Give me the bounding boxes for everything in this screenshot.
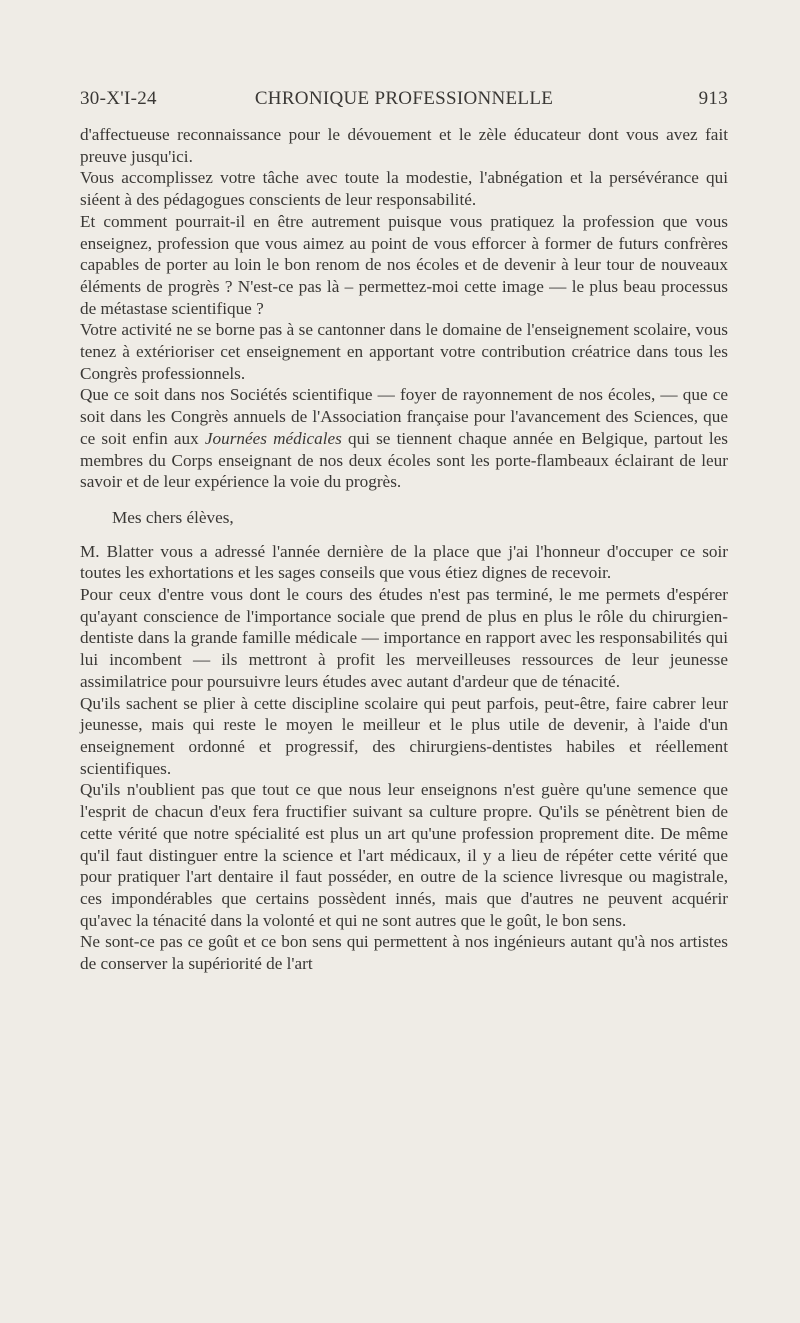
paragraph-text: qui se tiennent chaque année en Belgique, partout les membres du Corps enseignant de nos deux écoles sont les porte-flambeaux éclairant de leur savoir et de leur expérience la voie du progrès.: [80, 428, 728, 492]
header-date: 30-X'I-24: [80, 88, 157, 109]
paragraph: Votre activité ne se borne pas à se cantonner dans le domaine de l'enseignement scolaire, vous tenez à extérioriser cet enseignement en apportant votre contribution créatrice dans tous les Congrès professionnels.: [80, 320, 728, 383]
paragraph: d'affectueuse reconnaissance pour le dévouement et le zèle éducateur dont vous avez fait preuve jusqu'ici.: [80, 125, 728, 166]
running-header: [80, 88, 728, 112]
paragraph: Pour ceux d'entre vous dont le cours des études n'est pas terminé, le me permets d'espérer qu'ayant conscience de l'importance sociale que prend de plus en plus le rôle du chirurgien-dentiste dans la grande famille médicale — importance en rapport avec les responsabilités qui lui incombent — ils mettront à profit les merveilleuses ressources de leur jeunesse assimilatrice pour poursuivre leurs études avec autant d'ardeur que de ténacité.: [80, 585, 728, 691]
paragraph: [80, 384, 728, 493]
paragraph: Et comment pourrait-il en être autrement puisque vous pratiquez la profession que vous enseignez, profession que vous aimez au point de vous efforcer à former de futurs confrères capables de porter au loin le bon renom de nos écoles et de devenir à leur tour de nouveaux éléments de progrès ? N'est-ce pas là – permettez-moi cette image — le plus beau processus de métastase scientifique ?: [80, 211, 728, 318]
header-title: CHRONIQUE PROFESSIONNELLE: [254, 88, 554, 109]
body-text: [80, 124, 728, 975]
paragraph: Ne sont-ce pas ce goût et ce bon sens qui permettent à nos ingénieurs autant qu'à nos artistes de conserver la supériorité de l'art: [80, 932, 728, 974]
paragraph-text: Que ce soit dans nos Sociétés scientifique — foyer de rayonnement de nos écoles, — que ce soit dans les Congrès annuels de l'Association française pour l'avancement des Sciences, que ce soit enfin aux: [80, 385, 728, 448]
paragraph: Qu'ils n'oublient pas que tout ce que nous leur enseignons n'est guère qu'une semence que l'esprit de chacun d'eux fera fructifier suivant sa culture propre. Qu'ils se pénètrent bien de cette vérité que notre spécialité est plus un art qu'une profession proprement dite. De même qu'il faut distinguer entre la science et l'art médicaux, il y a lieu de répéter cette vérité que pour pratiquer l'art dentaire il faut posséder, en outre de la science livresque ou magistrale, ces impondérables que certains possèdent innés, mais que d'autres ne peuvent acquérir qu'avec la ténacité dans la volonté et qui ne sont autres que le goût, le bon sens.: [80, 780, 728, 930]
salutation: Mes chers élèves,: [112, 507, 234, 527]
paragraph: Vous accomplissez votre tâche avec toute la modestie, l'abnégation et la persévérance qui siéent à des pédagogues conscients de leur responsabilité.: [80, 168, 728, 210]
paragraph: Qu'ils sachent se plier à cette discipline scolaire qui peut parfois, peut-être, faire cabrer leur jeunesse, mais qui reste le moyen le meilleur et le plus utile de devenir, à l'aide d'un enseignement ordonné et progressif, des chirurgiens-dentistes habiles et réellement scientifiques.: [80, 693, 728, 778]
page-number: 913: [698, 88, 728, 109]
italic-title: Journées médicales: [204, 428, 342, 448]
paragraph: M. Blatter vous a adressé l'année dernière de la place que j'ai l'honneur d'occuper ce soir toutes les exhortations et les sages conseils que vous étiez dignes de recevoir.: [80, 541, 728, 583]
